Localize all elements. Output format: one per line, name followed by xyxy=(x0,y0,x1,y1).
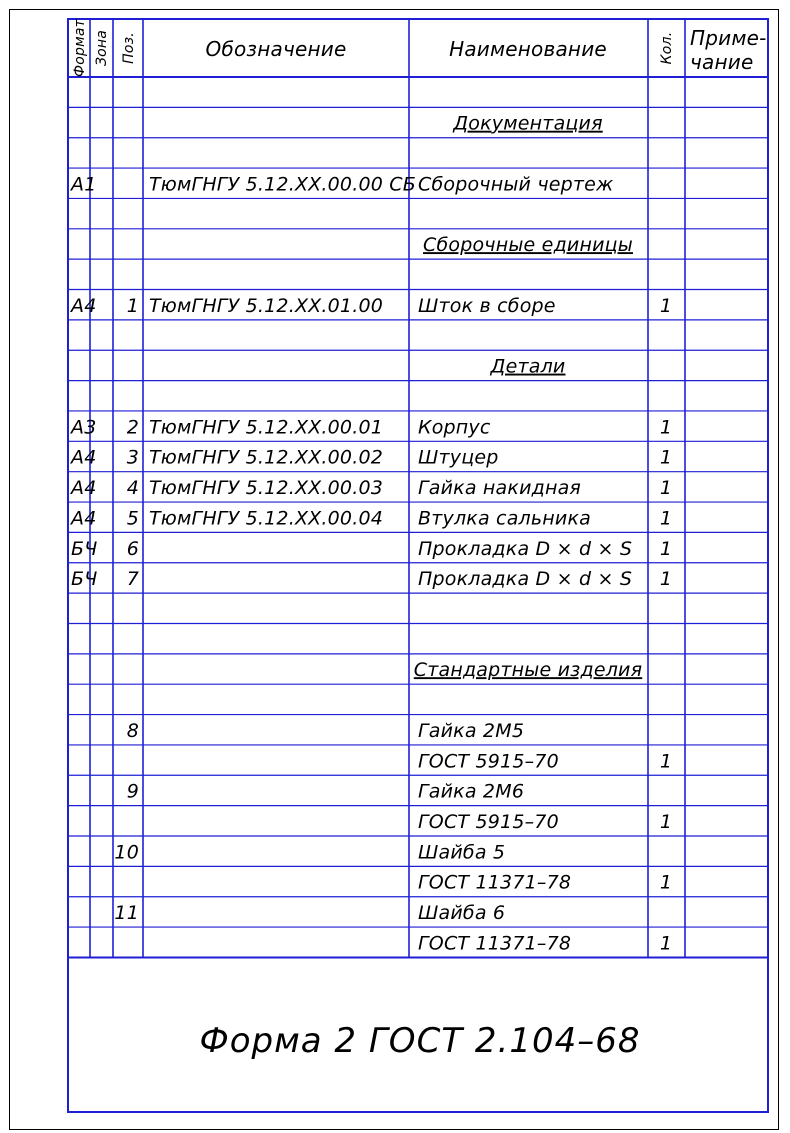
row-position-cell: 5 xyxy=(126,507,139,530)
header-quantity: Кол. xyxy=(659,31,675,65)
row-name-cell: Втулка сальника xyxy=(418,507,591,530)
row-quantity-cell: 1 xyxy=(659,446,673,469)
row-name-cell: ГОСТ 5915–70 xyxy=(418,811,559,833)
row-format-cell: А4 xyxy=(71,477,97,500)
row-position-cell: 1 xyxy=(126,294,139,317)
table-body xyxy=(69,113,672,955)
row-format-cell: А4 xyxy=(71,507,97,530)
row-name-cell: Штуцер xyxy=(418,446,499,469)
row-format-cell: А1 xyxy=(71,173,97,196)
row-position-cell: 8 xyxy=(126,719,139,742)
header-position: Поз. xyxy=(121,32,137,64)
section-heading: Документация xyxy=(453,112,603,135)
header-note-line2: чание xyxy=(690,50,754,74)
row-designation-cell: ТюмГНГУ 5.12.XX.00.00 СБ xyxy=(149,173,416,196)
table-header xyxy=(72,18,767,77)
row-position-cell: 7 xyxy=(126,568,139,591)
row-name-cell: Корпус xyxy=(418,416,491,439)
header-note-line1: Приме- xyxy=(690,26,767,50)
section-heading: Стандартные изделия xyxy=(413,659,643,682)
row-designation-cell: ТюмГНГУ 5.12.XX.00.01 xyxy=(149,416,384,439)
row-name-cell: Прокладка D × d × S xyxy=(418,537,633,560)
row-format-cell: БЧ xyxy=(71,568,98,591)
row-position-cell: 2 xyxy=(126,416,139,439)
row-format-cell: А4 xyxy=(71,294,97,317)
row-name-cell: Гайка накидная xyxy=(418,477,582,500)
row-format-cell: А3 xyxy=(71,416,97,439)
row-position-cell: 11 xyxy=(114,902,139,925)
section-heading: Сборочные единицы xyxy=(423,234,633,257)
row-position-cell: 3 xyxy=(126,446,139,469)
row-position-cell: 4 xyxy=(126,477,139,500)
row-quantity-cell: 1 xyxy=(659,294,673,317)
row-name-cell: ГОСТ 5915–70 xyxy=(418,750,559,773)
row-quantity-cell: 1 xyxy=(659,871,673,894)
row-name-cell: Гайка 2М5 xyxy=(418,719,525,742)
row-position-cell: 10 xyxy=(114,841,139,864)
header-designation: Обозначение xyxy=(205,37,347,61)
row-format-cell: А4 xyxy=(71,446,97,469)
row-name-cell: Прокладка D × d × S xyxy=(418,568,633,591)
row-format-cell: БЧ xyxy=(71,537,98,560)
row-position-cell: 9 xyxy=(126,780,139,803)
header-zone: Зона xyxy=(94,29,110,67)
row-designation-cell: ТюмГНГУ 5.12.XX.00.04 xyxy=(149,507,384,530)
row-quantity-cell: 1 xyxy=(659,416,673,439)
row-quantity-cell: 1 xyxy=(659,932,673,955)
row-quantity-cell: 1 xyxy=(659,568,673,591)
row-designation-cell: ТюмГНГУ 5.12.XX.01.00 xyxy=(149,294,384,317)
row-quantity-cell: 1 xyxy=(659,507,673,530)
row-designation-cell: ТюмГНГУ 5.12.XX.00.02 xyxy=(149,446,384,469)
row-name-cell: ГОСТ 11371–78 xyxy=(418,871,572,894)
row-name-cell: Сборочный чертеж xyxy=(418,173,614,196)
form-caption: Форма 2 ГОСТ 2.104–68 xyxy=(199,1021,641,1061)
row-name-cell: Гайка 2М6 xyxy=(418,780,525,803)
row-designation-cell: ТюмГНГУ 5.12.XX.00.03 xyxy=(149,477,384,500)
row-name-cell: Шайба 5 xyxy=(418,841,506,864)
row-quantity-cell: 1 xyxy=(659,537,673,560)
row-quantity-cell: 1 xyxy=(659,477,673,500)
header-name: Наименование xyxy=(449,37,607,61)
row-name-cell: Шайба 6 xyxy=(418,902,506,925)
row-position-cell: 6 xyxy=(126,537,139,560)
header-format: Формат xyxy=(72,19,88,77)
row-quantity-cell: 1 xyxy=(659,750,673,773)
section-heading: Детали xyxy=(490,355,566,378)
row-quantity-cell: 1 xyxy=(659,811,673,833)
row-name-cell: Шток в сборе xyxy=(418,294,556,317)
row-name-cell: ГОСТ 11371–78 xyxy=(418,932,572,955)
